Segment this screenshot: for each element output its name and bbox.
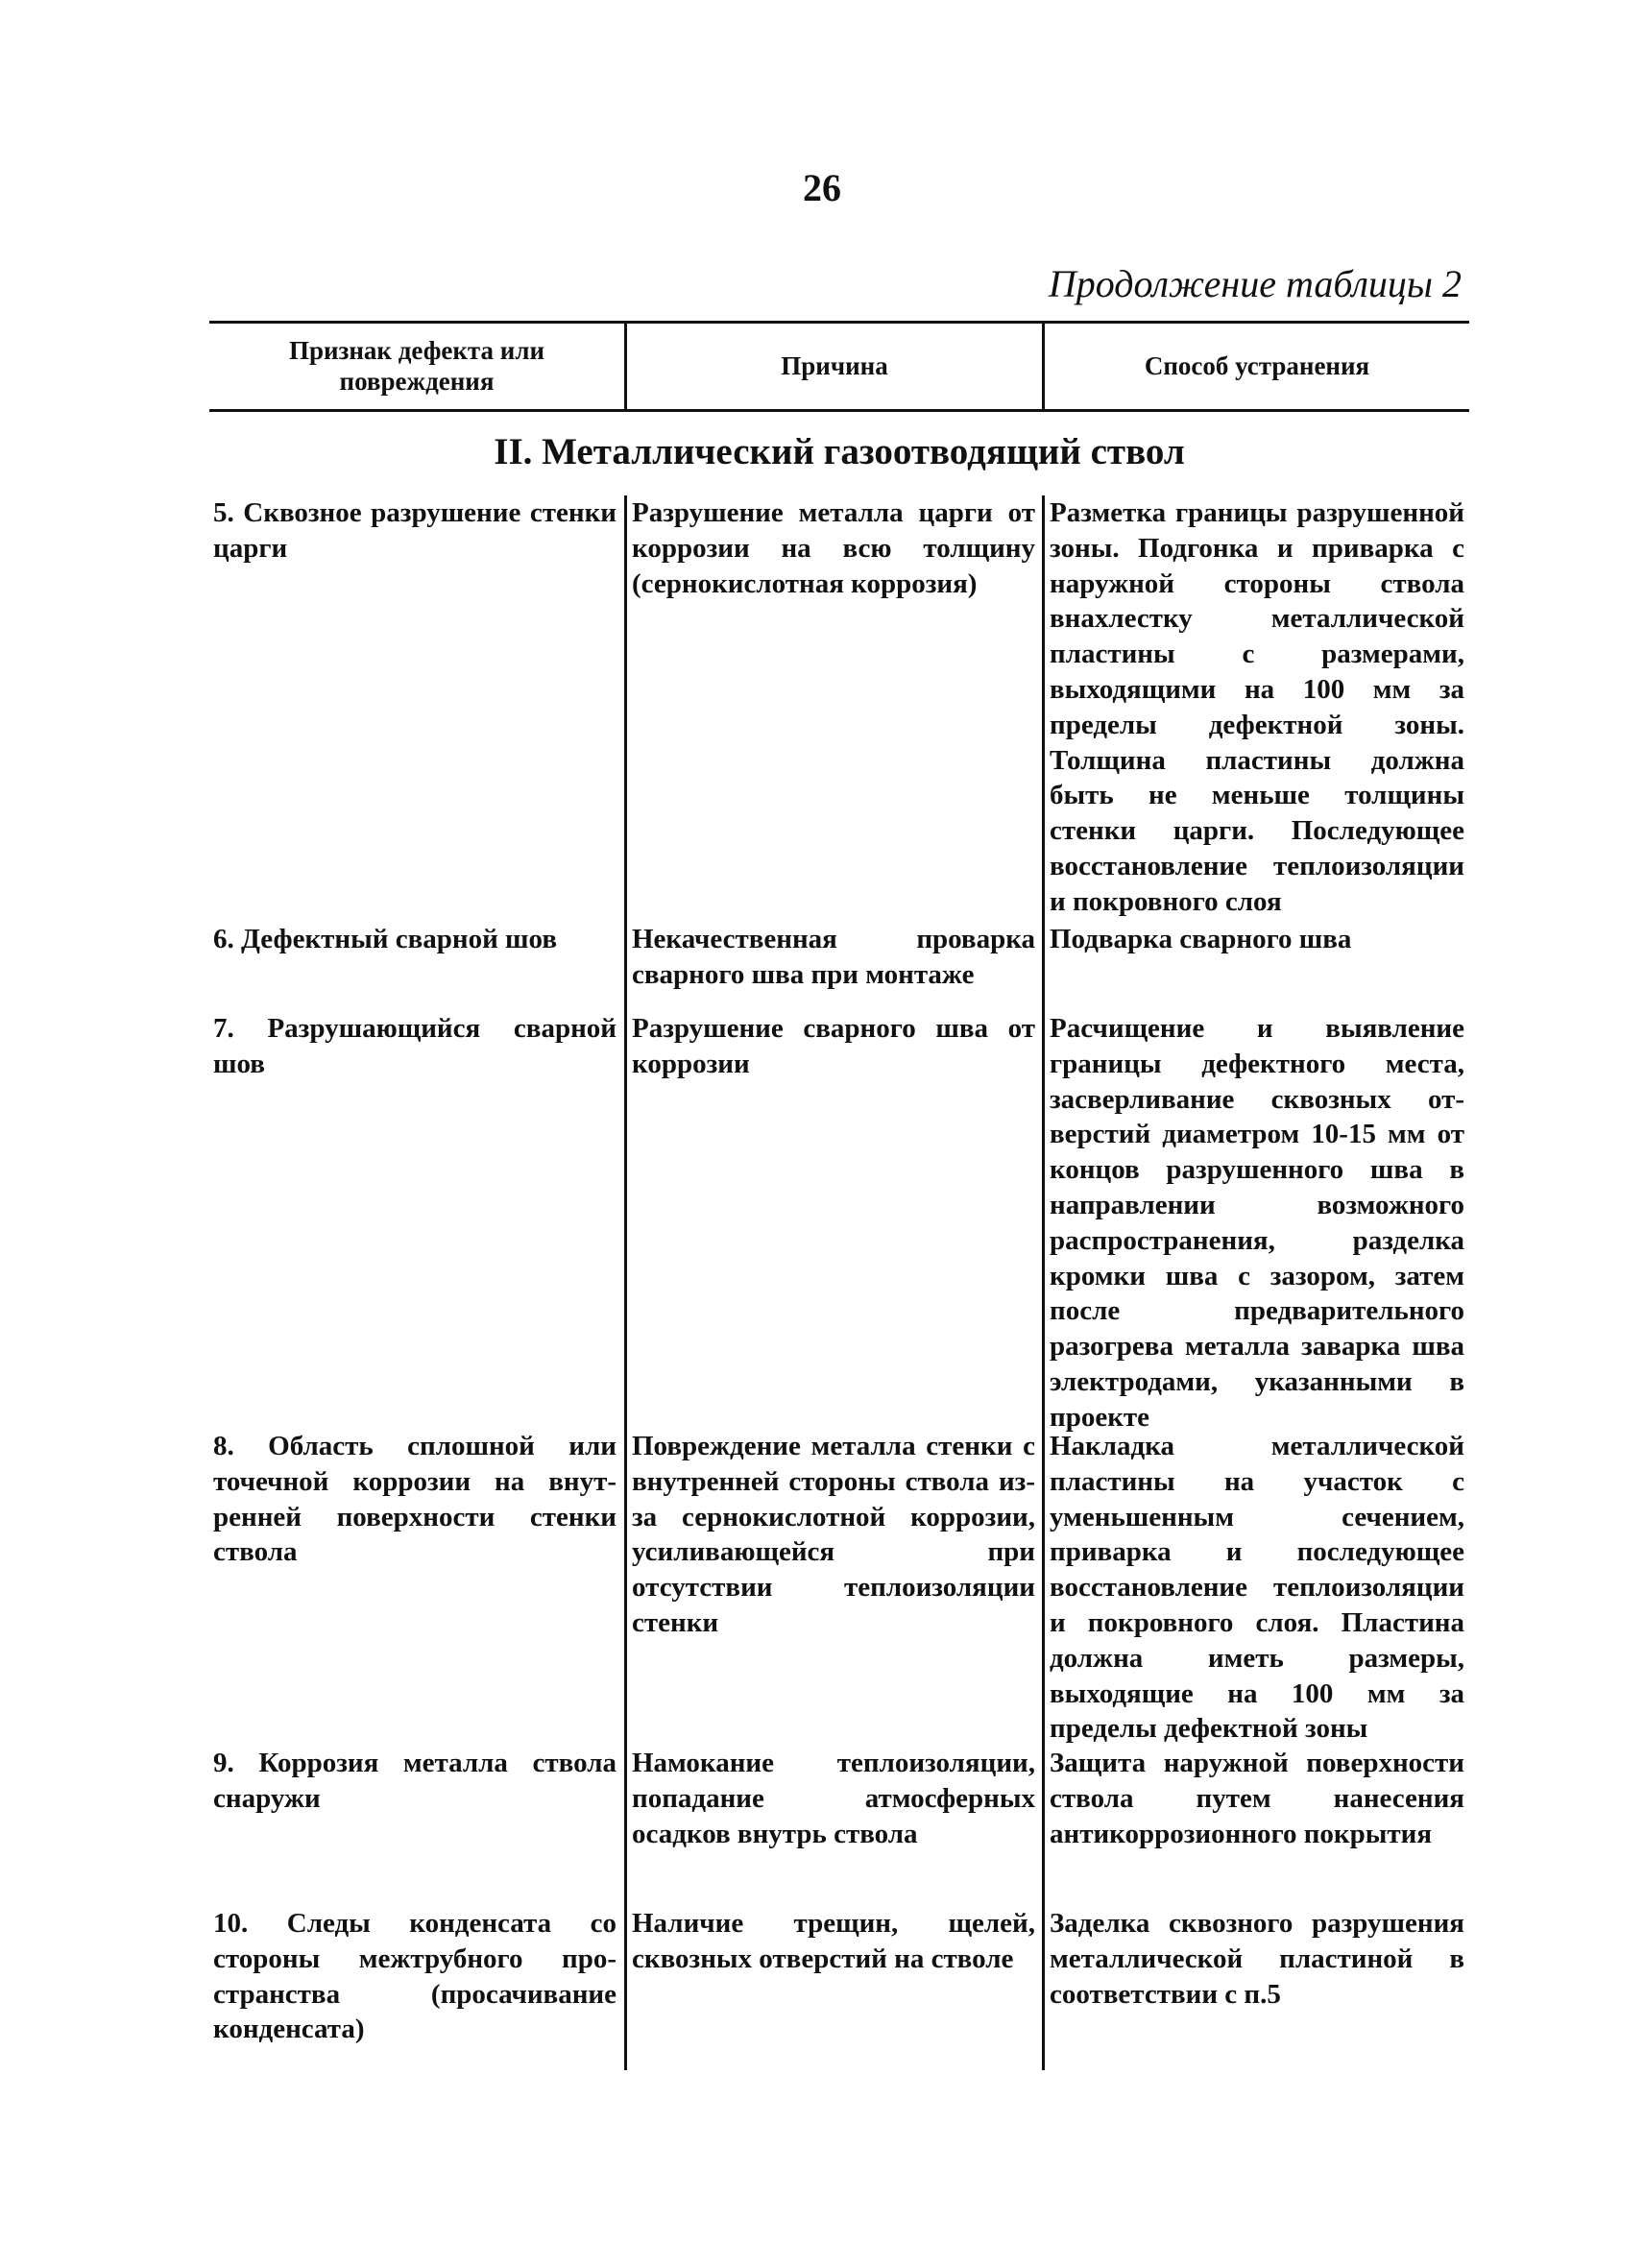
row-9-defect: 9. Коррозия металла ствола снаружи bbox=[213, 1748, 616, 1814]
row-7-remedy: Расчищение и выявление границы дефектного места, засверливание сквозных отверстий диаметром 10-15 мм от концов разрушенного шва в направлении возможного распространения, разделка кромки шва с зазором, затем после предварительного разогрева металла заварка шва электродами, указанными в проекте bbox=[1050, 1013, 1464, 1433]
column-divider bbox=[1042, 495, 1045, 2070]
row-8-cause: Повреждение металла стенки с внутренней стороны ствола из-за сернокислотной коррозии, усиливающейся при отсутствии теплоизоляции стенки bbox=[632, 1431, 1035, 1638]
header-defect: Признак дефекта или повреждения bbox=[288, 336, 545, 396]
table-continuation-label: Продолжение таблицы 2 bbox=[1048, 262, 1462, 305]
column-divider bbox=[624, 495, 627, 2070]
row-9-cause: Намокание теплоизоляции, попадание атмосферных осадков внутрь ствола bbox=[632, 1748, 1035, 1849]
row-9-remedy: Защита наружной поверхности ствола путем нанесения антикоррозионного покрытия bbox=[1050, 1748, 1464, 1849]
page-number: 26 bbox=[803, 166, 841, 209]
row-5-remedy: Разметка границы разрушенной зоны. Подгонка и приварка с наружной стороны ствола внахлестку металлической пластины с размерами, выходящими на 100 мм за пределы дефектной зоны. Толщина пластины должна быть не меньше толщины стенки царги. Последующее восстановление теплоизоляции и покровного слоя bbox=[1050, 497, 1464, 917]
row-6-cause: Некачественная проварка сварного шва при монтаже bbox=[632, 924, 1035, 990]
header-cause: Причина bbox=[781, 351, 888, 380]
row-8-remedy: Накладка металлической пластины на участок с уменьшенным сечением, приварка и последующее восстановление теплоизоляции и покровного слоя. Пластина должна иметь размеры, выходящие на 100 мм за пределы дефектной зоны bbox=[1050, 1431, 1464, 1745]
row-5-cause: Разрушение металла царги от коррозии на всю толщину (сернокислотная коррозия) bbox=[632, 497, 1035, 599]
row-10-cause: Наличие трещин, щелей, сквозных отверстий на стволе bbox=[632, 1908, 1035, 1974]
row-8-defect: 8. Область сплошной или точечной коррозии на внутренней поверхности стенки ствола bbox=[213, 1431, 616, 1568]
header-remedy: Способ устранения bbox=[1144, 351, 1370, 380]
row-10-remedy: Заделка сквозного разрушения металлической пластиной в соответствии с п.5 bbox=[1050, 1908, 1464, 2010]
row-7-defect: 7. Разрушающийся сварной шов bbox=[213, 1013, 616, 1079]
row-6-defect: 6. Дефектный сварной шов bbox=[213, 924, 557, 954]
table-header-rule bbox=[209, 409, 1469, 412]
section-title: II. Металлический газоотводящий ствол bbox=[494, 431, 1185, 472]
row-10-defect: 10. Следы конденсата со стороны межтрубного пространства (просачивание конденсата) bbox=[213, 1908, 616, 2045]
row-7-cause: Разрушение сварного шва от коррозии bbox=[632, 1013, 1035, 1079]
row-5-defect: 5. Сквозное разрушение стенки царги bbox=[213, 497, 616, 564]
row-6-remedy: Подварка сварного шва bbox=[1050, 924, 1352, 954]
